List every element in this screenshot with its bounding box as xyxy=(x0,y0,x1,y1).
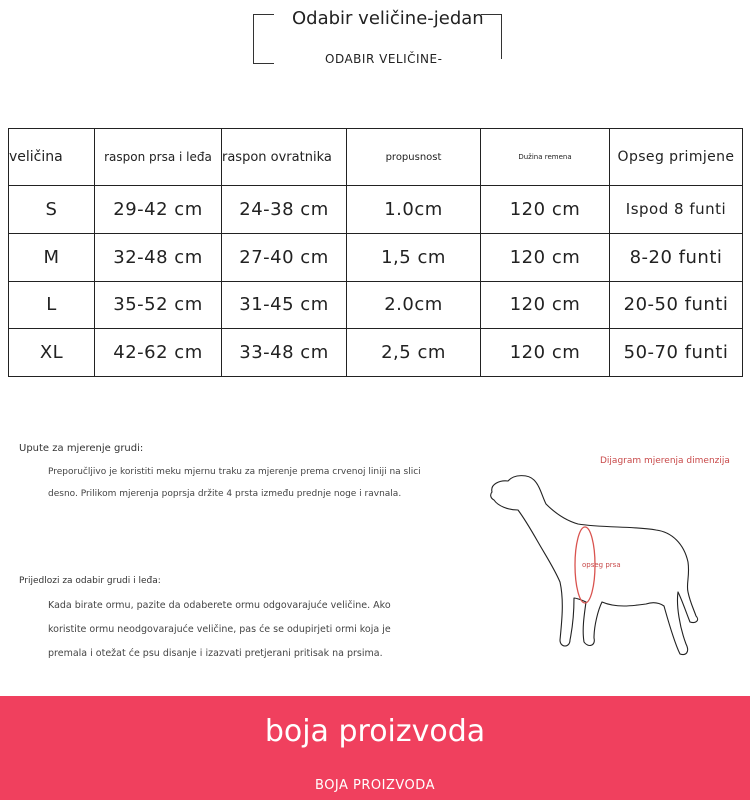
measure-instructions-title: Upute za mjerenje grudi: xyxy=(19,443,144,454)
measure-line: desno. Prilikom mjerenja poprsja držite 4 prsta između prednje noge i ravnala. xyxy=(48,489,402,499)
size-cell: XL xyxy=(9,329,95,377)
column-header-collar: raspon ovratnika xyxy=(222,129,347,186)
title-bracket-left xyxy=(253,14,274,64)
page-title: Odabir veličine-jedan xyxy=(292,8,484,29)
chest-back-cell: 35-52 cm xyxy=(95,281,222,329)
measure-instructions-text xyxy=(48,461,428,505)
diagram-label: Dijagram mjerenja dimenzija xyxy=(600,456,730,466)
table-row xyxy=(9,186,743,234)
size-chart-table xyxy=(8,128,743,377)
page-subtitle: ODABIR VELIČINE- xyxy=(325,52,443,66)
size-cell: M xyxy=(9,233,95,281)
width-cell: 2.0cm xyxy=(347,281,481,329)
chest-back-cell: 42-62 cm xyxy=(95,329,222,377)
application-range-cell: 20-50 funti xyxy=(610,281,743,329)
collar-cell: 24-38 cm xyxy=(222,186,347,234)
advice-text xyxy=(48,594,428,666)
chest-back-cell: 32-48 cm xyxy=(95,233,222,281)
banner-subtitle: BOJA PROIZVODA xyxy=(315,778,435,793)
advice-line: Kada birate ormu, pazite da odaberete ormu odgovarajuće veličine. Ako xyxy=(48,600,391,611)
width-cell: 1,5 cm xyxy=(347,233,481,281)
size-cell: S xyxy=(9,186,95,234)
width-cell: 2,5 cm xyxy=(347,329,481,377)
advice-line: premala i otežat će psu disanje i izazvati pretjerani pritisak na prsima. xyxy=(48,648,383,659)
title-bracket-right xyxy=(481,14,502,59)
table-row xyxy=(9,329,743,377)
strap-length-cell: 120 cm xyxy=(481,233,610,281)
strap-length-cell: 120 cm xyxy=(481,281,610,329)
strap-length-cell: 120 cm xyxy=(481,186,610,234)
collar-cell: 27-40 cm xyxy=(222,233,347,281)
width-cell: 1.0cm xyxy=(347,186,481,234)
size-selection-header xyxy=(0,0,750,80)
table-row xyxy=(9,233,743,281)
chest-label: opseg prsa xyxy=(582,561,621,569)
advice-line: koristite ormu neodgovarajuće veličine, pas će se odupirjeti ormi koja je xyxy=(48,624,391,635)
application-range-cell: 50-70 funti xyxy=(610,329,743,377)
advice-title: Prijedlozi za odabir grudi i leđa: xyxy=(19,576,161,586)
column-header-width: propusnost xyxy=(347,129,481,186)
collar-cell: 31-45 cm xyxy=(222,281,347,329)
banner-title: boja proizvoda xyxy=(264,714,486,749)
column-header-chest-back: raspon prsa i leđa xyxy=(95,129,222,186)
strap-length-cell: 120 cm xyxy=(481,329,610,377)
size-cell: L xyxy=(9,281,95,329)
application-range-cell: Ispod 8 funti xyxy=(610,186,743,234)
table-header-row xyxy=(9,129,743,186)
column-header-size: veličina xyxy=(9,129,95,186)
column-header-application-range: Opseg primjene xyxy=(610,129,743,186)
collar-cell: 33-48 cm xyxy=(222,329,347,377)
table-row xyxy=(9,281,743,329)
application-range-cell: 8-20 funti xyxy=(610,233,743,281)
column-header-strap-length: Dužina remena xyxy=(481,129,610,186)
dog-measurement-diagram xyxy=(484,470,734,660)
chest-back-cell: 29-42 cm xyxy=(95,186,222,234)
product-color-banner xyxy=(0,696,750,800)
measure-line: Preporučljivo je koristiti meku mjernu traku za mjerenje prema crvenoj liniji na slici xyxy=(48,467,421,477)
